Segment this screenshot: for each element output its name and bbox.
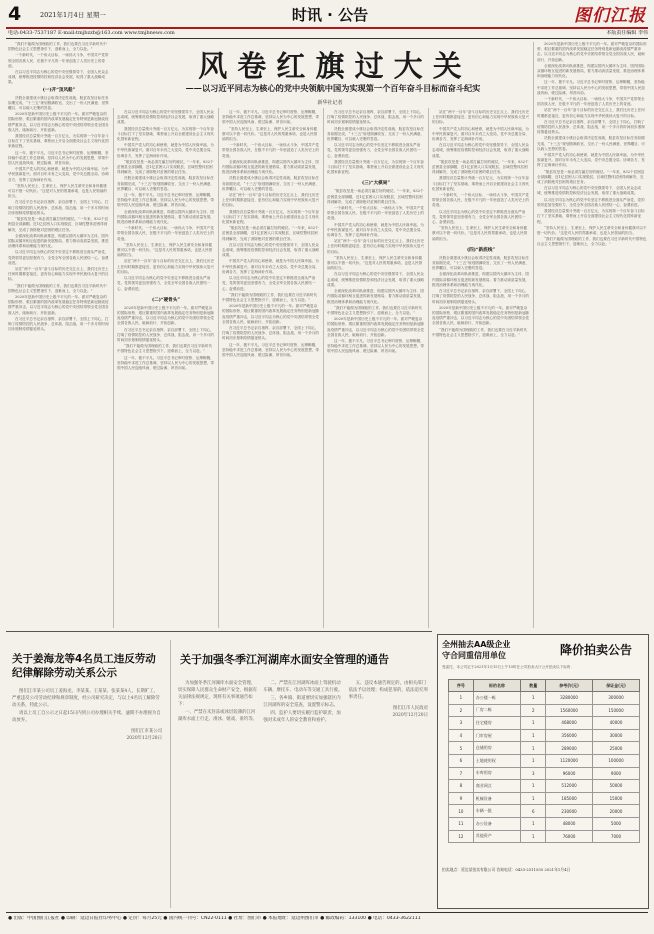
article-paragraph: “我们不能做为国理政的工作，我们也要在习近平新时代中国特色社会主义思想指引下，迎难而上，全力以赴。” [117, 344, 213, 354]
article-column-1 [8, 42, 110, 629]
contact-line: 电话:0433-7537187 E-mail:tmjbzzb@163.com www.tmjbnews.com [8, 30, 175, 36]
auction-table-cell: 150000 [593, 704, 640, 717]
article-paragraph: 一个新时代、一个伟大目标、一场伟大斗争，中国共产党带领全国各族人民，在极不平凡的一年里创造了人类历史上的奇迹。 [327, 206, 425, 221]
section-heading: (二)“硬骨头” [151, 297, 180, 303]
auction-table-cell: 15000 [593, 792, 640, 805]
auction-table-header: 保证金(元) [593, 680, 640, 692]
auction-table-row [449, 754, 640, 767]
auction-table-row [449, 692, 640, 705]
auction-table-cell: 25000 [593, 742, 640, 755]
article-paragraph: 我国经济总量预计突破一百万亿元，为实现第一个百年奋斗目标打下了坚实基础，乘势而上开启全面建设社会主义现代化国家新征程。 [537, 209, 645, 224]
auction-table-cell: 住宅楼房 [473, 717, 521, 730]
article-paragraph: 2020年是新中国历史上极不平凡的一年。面对严峻复杂的国际形势、艰巨繁重的国内改革发展稳定任务特别是新冠肺炎疫情严重冲击，以习近平同志为核心的党中央团结带领全党全国各族人民，砥砺前行、开拓创新。 [222, 304, 320, 324]
auction-table-header: 标的名称 [473, 680, 521, 692]
byline: 新华社记者 [317, 100, 343, 106]
article-paragraph: 以习近平同志为核心的党中央坚定不移推进全面从严治党，党的领导更加坚强有力，全党全军全国各族人民团结一心、奋勇前进。 [222, 276, 316, 291]
article-paragraph: 全面深化改革向纵深推进，构建以国内大循环为主体、国内国际双循环相互促进的新发展格局，着力推动高质量发展，推进治理体系和治理能力现代化。 [327, 289, 425, 304]
auction-table-cell: 门市房屋 [473, 729, 521, 742]
article-paragraph: 以习近平同志为核心的党中央坚定不移推进全面从严治党，党的领导更加坚强有力，全党全军全国各族人民团结一心、奋勇前进。 [8, 250, 109, 265]
article-paragraph: 2020年是新中国历史上极不平凡的一年。面对严峻复杂的国际形势、艰巨繁重的国内改革发展稳定任务特别是新冠肺炎疫情严重冲击，以习近平同志为核心的党中央团结带领全党全国各族人民，砥砺前行、开拓创新。 [432, 305, 530, 326]
auction-table-row [449, 792, 640, 805]
article-paragraph: 决胜全面建成小康社会取得决定性成就，脱贫攻坚目标任务如期完成，“十三五”规划圆满收官，交出了一份人民满意、世界瞩目、可以载入史册的答卷。 [8, 95, 109, 111]
article-column-6 [537, 42, 647, 628]
article-paragraph: 2020年是新中国历史上极不平凡的一年。面对严峻复杂的国际形势、艰巨繁重的国内改革发展稳定任务特别是新冠肺炎疫情严重冲击，以习近平同志为核心的党中央团结带领全党全国各族人民，砥砺前行、开拓创新。 [327, 317, 425, 337]
article-paragraph: 在以习近平同志为核心的党中央坚强领导下，全国人民众志成城，统筹推进疫情防控和经济社会发展，取得了重大战略成果。 [327, 272, 425, 287]
article-paragraph: 在以习近平同志为核心的党中央坚强领导下，全国人民众志成城，统筹推进疫情防控和经济社会发展，取得了重大战略成果。 [537, 186, 642, 196]
article-paragraph: 在习近平总书记亲自指挥、亲自部署下，全国上下同心，打响了疫情防控的人民战争、总体战、阻击战，用一个多月的时间初步遏制疫情蔓延势头。 [117, 327, 215, 342]
headline-subtitle: ——以习近平同志为核心的党中央领航中国为实现第一个百年奋斗目标而奋斗纪实 [185, 83, 481, 93]
article-paragraph: 2020年是新中国历史上极不平凡的一年。面对严峻复杂的国际形势、艰巨繁重的国内改革发展稳定任务特别是新冠肺炎疫情严重冲击，以习近平同志为核心的党中央团结带领全党全国各族人民，砥砺前行、开拓创新。 [537, 42, 647, 62]
auction-table-cell: 1 [521, 792, 546, 805]
headline-title: 风 卷 红 旗 过 大 关 [198, 49, 462, 83]
article-paragraph: “我们不能做为国理政的工作，我们也要在习近平新时代中国特色社会主义思想指引下，迎难而上，全力以赴。” [8, 42, 107, 52]
article-paragraph: 在以习近平同志为核心的党中央坚强领导下，全国人民众志成城，统筹推进疫情防控和经济社会发展，取得了重大战略成果。 [222, 242, 320, 258]
article-bottom-rule [6, 631, 432, 632]
auction-table-cell: 2 [521, 704, 546, 717]
column-divider [113, 108, 114, 628]
notice-2-date: 2020年12月20日 [392, 713, 428, 718]
auction-table-cell: 9000 [593, 767, 640, 780]
auction-table-cell: 厂房二栋 [473, 704, 521, 717]
auction-table-cell: 1 [521, 780, 546, 793]
auction-table-cell: 商业网点 [473, 780, 521, 793]
auction-table-cell: 5 [449, 742, 474, 755]
article-paragraph: “我们不能做为国理政的工作，我们也要在习近平新时代中国特色社会主义思想指引下，迎难而上，全力以赴。” [432, 327, 528, 337]
auction-table-cell: 1 [521, 717, 546, 730]
auction-table-cell: 4 [449, 729, 474, 742]
article-paragraph: “脱贫攻坚是一场必须打赢打好的硬仗。”一年来，832个贫困县全部摘帽，近1亿贫困人口实现脱贫，区域性整体贫困得到解决，完成了消除绝对贫困的艰巨任务。 [8, 217, 109, 232]
header-rule [6, 38, 648, 39]
auction-table-cell: 20000 [593, 805, 640, 818]
article-paragraph: 我国经济总量预计突破一百万亿元，为实现第一个百年奋斗目标打下了坚实基础，乘势而上开启全面建设社会主义现代化国家新征程。 [117, 126, 215, 142]
article-column-4 [327, 110, 425, 628]
auction-table-cell: 车辆一批 [473, 805, 521, 818]
editor-line: 本版责任编辑 李伟 [606, 30, 648, 36]
auction-table-row [449, 817, 640, 830]
auction-table-cell: 2 [449, 704, 474, 717]
auction-table-cell: 11 [449, 817, 474, 830]
footer-rule [6, 912, 648, 913]
notice-2-paragraph: 三、各乡镇、街道要切实加强辖区内江河湖库的安全巡查，设置警示标志。 [263, 696, 341, 708]
auction-table-row [449, 729, 640, 742]
auction-table-cell: 1 [521, 830, 546, 843]
article-paragraph: 在习近平总书记亲自指挥、亲自部署下，全国上下同心，打响了疫情防控的人民战争、总体战、阻击战，用一个多月的时间初步遏制疫情蔓延势头。 [432, 289, 530, 304]
article-paragraph: 以习近平同志为核心的党中央坚定不移推进全面从严治党，党的领导更加坚强有力，全党全军全国各族人民团结一心、奋勇前进。 [117, 276, 211, 291]
article-paragraph: 2020年是新中国历史上极不平凡的一年。面对严峻复杂的国际形势、艰巨繁重的国内改革发展稳定任务特别是新冠肺炎疫情严重冲击，以习近平同志为核心的党中央团结带领全党全国各族人民，砥砺前行、开拓创新。 [117, 305, 215, 326]
article-paragraph: 一个新时代、一个伟大目标、一场伟大斗争，中国共产党带领全国各族人民，在极不平凡的一年里创造了人类历史上的奇迹。 [117, 226, 215, 241]
notice-1-title: 关于姜海龙等4名员工违反劳动纪律解除劳动关系公示 [12, 653, 156, 679]
auction-table-cell: 300000 [593, 692, 640, 705]
notice-2-paragraph: 五、违反本通告规定的，由相关部门依法予以处理；构成犯罪的，依法追究刑事责任。 [348, 681, 428, 700]
article-paragraph: “脱贫攻坚是一场必须打赢打好的硬仗。”一年来，832个贫困县全部摘帽，近1亿贫困人口实现脱贫，区域性整体贫困得到解决，完成了消除绝对贫困的艰巨任务。 [537, 169, 645, 185]
auction-table-cell: 76000 [546, 830, 593, 843]
article-paragraph: 中国共产党人的初心和使命，就是为中国人民谋幸福，为中华民族谋复兴。面对百年未有之大变局，党中央总揽全局、协调各方，发挥了定海神针作用。 [117, 143, 215, 158]
article-paragraph: “坚持人民至上、生命至上，保护人民生命安全和身体健康可以不惜一切代价。”这是对人民的郑重承诺，也是人民领袖的担当。 [117, 242, 213, 258]
article-paragraph: 站在“两个一百年”奋斗目标的历史交汇点上，我们比历史上任何时期都更接近、更有信心和能力实现中华民族伟大复兴的目标。 [327, 239, 425, 254]
article-paragraph: “坚持人民至上、生命至上，保护人民生命安全和身体健康可以不惜一切代价。”这是对人民的郑重承诺，也是人民领袖的担当。 [432, 226, 528, 241]
article-paragraph: 以习近平同志为核心的党中央坚定不移推进全面从严治党，党的领导更加坚强有力，全党全军全国各族人民团结一心、奋勇前进。 [327, 143, 421, 158]
article-paragraph: 2020年是新中国历史上极不平凡的一年。面对严峻复杂的国际形势、艰巨繁重的国内改革发展稳定任务特别是新冠肺炎疫情严重冲击，以习近平同志为核心的党中央团结带领全党全国各族人民，砥砺前行、开拓创新。 [8, 112, 109, 132]
article-paragraph: 中国共产党人的初心和使命，就是为中国人民谋幸福，为中华民族谋复兴。面对百年未有之大变局，党中央总揽全局、协调各方，发挥了定海神针作用。 [537, 153, 645, 168]
auction-table-cell: 100000 [593, 754, 640, 767]
auction-title-line: 守合同重信用单位 [442, 651, 506, 660]
auction-table-cell: 土地使用权 [473, 754, 521, 767]
auction-table-cell: 6 [521, 805, 546, 818]
auction-title-left [442, 639, 560, 661]
article-paragraph: 中国共产党人的初心和使命，就是为中国人民谋幸福，为中华民族谋复兴。面对百年未有之大变局，党中央总揽全局、协调各方，发挥了定海神针作用。 [8, 167, 109, 182]
section-title: 时讯 · 公告 [291, 6, 369, 24]
footer-line: ● 出版：中国图们江报社 ● 印刷：延边日报社印务中心 ● 定价：每月25元 ● 国内统一刊号：CN22-0111 ● 社址：图们市 ● 本报地址：延边州图们市 ● 邮政编码：133100 ● 电话：0433-3622111 [8, 916, 421, 921]
article-paragraph: “脱贫攻坚是一场必须打赢打好的硬仗。”一年来，832个贫困县全部摘帽，近1亿贫困人口实现脱贫，区域性整体贫困得到解决，完成了消除绝对贫困的艰巨任务。 [222, 226, 319, 241]
column-divider [533, 42, 534, 628]
auction-title-main: 降价拍卖公告 [560, 643, 633, 657]
auction-title-line: 全州抽去AA级企业 [442, 640, 511, 649]
auction-table-row [449, 704, 640, 717]
column-divider [218, 108, 219, 628]
article-paragraph: “我们不能做为国理政的工作，我们也要在习近平新时代中国特色社会主义思想指引下，迎难而上，全力以赴。” [327, 305, 423, 315]
date-line: 2021年1月4日 星期一 [40, 11, 106, 19]
auction-table-cell: 办公设备 [473, 817, 521, 830]
section-heading: (四)“新底线” [466, 247, 495, 253]
auction-table-cell: 1560000 [546, 704, 593, 717]
auction-table-cell: 356000 [546, 729, 593, 742]
notice-2-paragraph: 一、严禁在未封冻或冰层较薄的江河湖库水面上行走、滑冰、嬉戏、垂钓等。 [178, 710, 258, 722]
auction-table-cell: 1 [521, 729, 546, 742]
auction-table-cell: 1 [521, 692, 546, 705]
article-paragraph: “我们不能做为国理政的工作，我们也要在习近平新时代中国特色社会主义思想指引下，迎难而上，全力以赴。” [222, 292, 318, 302]
article-column-3 [222, 110, 320, 628]
article-paragraph: 决胜全面建成小康社会取得决定性成就，脱贫攻坚目标任务如期完成，“十三五”规划圆满收官，交出了一份人民满意、世界瞩目、可以载入史册的答卷。 [222, 176, 320, 191]
article-paragraph: “脱贫攻坚是一场必须打赢打好的硬仗。”一年来，832个贫困县全部摘帽，近1亿贫困人口实现脱贫，区域性整体贫困得到解决，完成了消除绝对贫困的艰巨任务。 [432, 159, 529, 175]
auction-table-cell: 40000 [593, 717, 640, 730]
auction-table-cell: 289000 [546, 742, 593, 755]
auction-table-cell: 9 [449, 792, 474, 805]
auction-table-row [449, 805, 640, 818]
article-paragraph: 站在“两个一百年”奋斗目标的历史交汇点上，我们比历史上任何时期都更接近、更有信心和能力实现中华民族伟大复兴的目标。 [117, 259, 215, 274]
auction-intro: 受委托，本公司定于2021年1月15日上午10时在公司拍卖大厅公开拍卖以下标的： [442, 665, 574, 669]
page-number: 4 [8, 3, 22, 25]
auction-table-cell: 3 [521, 767, 546, 780]
notice-1 [8, 634, 166, 909]
article-paragraph: 在习近平总书记亲自指挥、亲自部署下，全国上下同心，打响了疫情防控的人民战争、总体战、阻击战，用一个多月的时间初步遏制疫情蔓延势头。 [8, 200, 109, 215]
article-paragraph: 在习近平总书记亲自指挥、亲自部署下，全国上下同心，打响了疫情防控的人民战争、总体战、阻击战，用一个多月的时间初步遏制疫情蔓延势头。 [8, 316, 109, 332]
auction-notice [437, 634, 649, 909]
auction-table-cell: 1120000 [546, 754, 593, 767]
article-paragraph: 在习近平总书记亲自指挥、亲自部署下，全国上下同心，打响了疫情防控的人民战争、总体战、阻击战，用一个多月的时间初步遏制疫情蔓延势头。 [222, 325, 320, 341]
auction-table-cell: 1 [521, 817, 546, 830]
auction-table-row [449, 742, 640, 755]
auction-table-row [449, 780, 640, 793]
notice-2-title: 关于加强冬季江河湖库水面安全管理的通告 [180, 653, 389, 666]
article-paragraph: 这一年，极不平凡。习近平总书记审时度势、运筹帷幄，坚持稳中求进工作总基调，坚持以人民为中心的发展思想，带领中国人民迎战风雨、驶过险滩、昂首向前。 [117, 355, 215, 370]
article-paragraph: 站在“两个一百年”奋斗目标的历史交汇点上，我们比历史上任何时期都更接近、更有信心和能力实现中华民族伟大复兴的目标。 [432, 110, 530, 125]
article-paragraph: 我国经济总量预计突破一百万亿元，为实现第一个百年奋斗目标打下了坚实基础，乘势而上开启全面建设社会主义现代化国家新征程。 [8, 134, 109, 149]
auction-table-row [449, 717, 640, 730]
auction-table-cell: 512000 [546, 780, 593, 793]
auction-table-cell: 230000 [546, 805, 593, 818]
auction-table-cell: 3 [449, 717, 474, 730]
auction-table-cell: 办公楼一栋 [473, 692, 521, 705]
auction-table-cell: 96000 [546, 767, 593, 780]
auction-table-cell: 12 [449, 830, 474, 843]
article-paragraph: 在习近平总书记亲自指挥、亲自部署下，全国上下同心，打响了疫情防控的人民战争、总体战、阻击战，用一个多月的时间初步遏制疫情蔓延势头。 [537, 119, 645, 135]
notice-1-paragraph: 图们江市某公司员工姜海龙、李某某、王某某、张某某4人，长期旷工，严重违反公司劳动纪律和规章制度，经公司研究决定，与以上4名员工解除劳动关系，特此公示。 [12, 689, 160, 708]
article-paragraph: 决胜全面建成小康社会取得决定性成就，脱贫攻坚目标任务如期完成，“十三五”规划圆满收官，交出了一份人民满意、世界瞩目、可以载入史册的答卷。 [117, 176, 215, 191]
article-paragraph: 站在“两个一百年”奋斗目标的历史交汇点上，我们比历史上任何时期都更接近、更有信心和能力实现中华民族伟大复兴的目标。 [537, 108, 645, 118]
auction-footer: 拍卖地点：延边某拍卖有限公司 咨询电话：0433-2511555 2021年1月4日 [442, 867, 571, 872]
notice-2 [174, 634, 432, 909]
article-paragraph: 中国共产党人的初心和使命，就是为中国人民谋幸福，为中华民族谋复兴。面对百年未有之大变局，党中央总揽全局、协调各方，发挥了定海神针作用。 [327, 222, 425, 238]
auction-table-cell: 8 [449, 780, 474, 793]
article-paragraph: 决胜全面建成小康社会取得决定性成就，脱贫攻坚目标任务如期完成，“十三五”规划圆满收官，交出了一份人民满意、世界瞩目、可以载入史册的答卷。 [327, 126, 425, 142]
auction-table-cell: 1 [521, 742, 546, 755]
article-paragraph: 决胜全面建成小康社会取得决定性成就，脱贫攻坚目标任务如期完成，“十三五”规划圆满收官，交出了一份人民满意、世界瞩目、可以载入史册的答卷。 [537, 136, 645, 151]
masthead-logo: 图们江报 [574, 6, 646, 26]
auction-table-cell: 6 [449, 754, 474, 767]
article-paragraph: “坚持人民至上、生命至上，保护人民生命安全和身体健康可以不惜一切代价。”这是对人民的郑重承诺，也是人民领袖的担当。 [8, 183, 107, 199]
article-paragraph: 一个新时代、一个伟大目标、一场伟大斗争，中国共产党带领全国各族人民，在极不平凡的一年里创造了人类历史上的奇迹。 [8, 53, 109, 68]
notice-2-paragraph: 四、监护人要切实履行监护职责，加强对未成年人的安全教育和看护。 [263, 711, 341, 723]
article-paragraph: 全面深化改革向纵深推进，构建以国内大循环为主体、国内国际双循环相互促进的新发展格局，着力推动高质量发展，推进治理体系和治理能力现代化。 [432, 272, 530, 287]
article-paragraph: 中国共产党人的初心和使命，就是为中国人民谋幸福，为中华民族谋复兴。面对百年未有之大变局，党中央总揽全局、协调各方，发挥了定海神针作用。 [432, 126, 530, 142]
auction-table-cell: 50000 [593, 780, 640, 793]
article-paragraph: 全面深化改革向纵深推进，构建以国内大循环为主体、国内国际双循环相互促进的新发展格局，着力推动高质量发展，推进治理体系和治理能力现代化。 [537, 63, 645, 79]
article-paragraph: “坚持人民至上、生命至上，保护人民生命安全和身体健康可以不惜一切代价。”这是对人民的郑重承诺，也是人民领袖的担当。 [222, 126, 318, 142]
auction-table-cell: 1 [449, 692, 474, 705]
section-heading: (三)“大棋局” [361, 181, 390, 187]
article-paragraph: 在以习近平同志为核心的党中央坚强领导下，全国人民众志成城，统筹推进疫情防控和经济社会发展，取得了重大战略成果。 [432, 143, 530, 158]
auction-table [448, 679, 640, 843]
auction-table-cell: 机械设备 [473, 792, 521, 805]
article-paragraph: 这一年，极不平凡。习近平总书记审时度势、运筹帷幄，坚持稳中求进工作总基调，坚持以人民为中心的发展思想，带领中国人民迎战风雨、驶过险滩、昂首向前。 [117, 193, 215, 208]
masthead-rule [6, 27, 648, 29]
auction-table-cell: 468000 [546, 717, 593, 730]
auction-table-cell: 5000 [593, 817, 640, 830]
article-paragraph: 在习近平总书记亲自指挥、亲自部署下，全国上下同心，打响了疫情防控的人民战争、总体战、阻击战，用一个多月的时间初步遏制疫情蔓延势头。 [327, 110, 425, 125]
auction-table-cell: 其他资产 [473, 830, 521, 843]
auction-table-cell: 7000 [593, 830, 640, 843]
auction-table-cell: 30000 [593, 729, 640, 742]
auction-table-row [449, 767, 640, 780]
notice-1-date: 2020年12月28日 [126, 736, 162, 741]
article-paragraph: “坚持人民至上、生命至上，保护人民生命安全和身体健康可以不惜一切代价。”这是对人民的郑重承诺，也是人民领袖的担当。 [537, 225, 647, 235]
article-column-5 [432, 110, 530, 628]
article-paragraph: 一个新时代、一个伟大目标、一场伟大斗争，中国共产党带领全国各族人民，在极不平凡的一年里创造了人类历史上的奇迹。 [222, 143, 320, 158]
auction-table-cell: 仓储用房 [473, 742, 521, 755]
article-paragraph: 全面深化改革向纵深推进，构建以国内大循环为主体、国内国际双循环相互促进的新发展格局，着力推动高质量发展，推进治理体系和治理能力现代化。 [8, 233, 109, 249]
article-paragraph: “坚持人民至上、生命至上，保护人民生命安全和身体健康可以不惜一切代价。”这是对人民的郑重承诺，也是人民领袖的担当。 [327, 255, 423, 271]
auction-table-cell: 7 [449, 767, 474, 780]
article-paragraph: 全面深化改革向纵深推进，构建以国内大循环为主体、国内国际双循环相互促进的新发展格局，着力推动高质量发展，推进治理体系和治理能力现代化。 [117, 209, 215, 225]
article-paragraph: 这一年，极不平凡。习近平总书记审时度势、运筹帷幄，坚持稳中求进工作总基调，坚持以人民为中心的发展思想，带领中国人民迎战风雨、驶过险滩、昂首向前。 [222, 342, 320, 357]
auction-table-header: 数量 [521, 680, 546, 692]
article-paragraph: 在以习近平同志为核心的党中央坚强领导下，全国人民众志成城，统筹推进疫情防控和经济社会发展，取得了重大战略成果。 [8, 70, 109, 85]
notice-2-signer: 图们江市人民政府 [392, 706, 428, 711]
article-paragraph: 这一年，极不平凡。习近平总书记审时度势、运筹帷幄，坚持稳中求进工作总基调，坚持以人民为中心的发展思想，带领中国人民迎战风雨、驶过险滩、昂首向前。 [222, 110, 320, 125]
column-divider [428, 108, 429, 628]
column-divider [323, 108, 324, 628]
article-paragraph: 我国经济总量预计突破一百万亿元，为实现第一个百年奋斗目标打下了坚实基础，乘势而上开启全面建设社会主义现代化国家新征程。 [327, 159, 425, 175]
article-paragraph: 全面深化改革向纵深推进，构建以国内大循环为主体、国内国际双循环相互促进的新发展格局，着力推动高质量发展，推进治理体系和治理能力现代化。 [222, 159, 320, 175]
article-column-2 [117, 110, 215, 628]
article-paragraph: 决胜全面建成小康社会取得决定性成就，脱贫攻坚目标任务如期完成，“十三五”规划圆满收官，交出了一份人民满意、世界瞩目、可以载入史册的答卷。 [432, 255, 530, 271]
article-paragraph: 站在“两个一百年”奋斗目标的历史交汇点上，我们比历史上任何时期都更接近、更有信心和能力实现中华民族伟大复兴的目标。 [222, 193, 320, 208]
article-paragraph: 以习近平同志为核心的党中央坚定不移推进全面从严治党，党的领导更加坚强有力，全党全军全国各族人民团结一心、奋勇前进。 [537, 197, 645, 207]
notice-1-signer: 图们江市某公司 [131, 729, 162, 734]
article-paragraph: “我们不能做为国理政的工作，我们也要在习近平新时代中国特色社会主义思想指引下，迎难而上，全力以赴。” [8, 283, 107, 293]
notice-1-paragraph: 请以上员工自公示之日起15日内到公司办理相关手续，逾期不办理视为自动放弃。 [12, 711, 161, 723]
section-heading: (一)开“顶风船” [42, 87, 76, 93]
article-paragraph: 以习近平同志为核心的党中央坚定不移推进全面从严治党，党的领导更加坚强有力，全党全军全国各族人民团结一心、奋勇前进。 [432, 209, 526, 225]
article-paragraph: 一个新时代、一个伟大目标、一场伟大斗争，中国共产党带领全国各族人民，在极不平凡的一年里创造了人类历史上的奇迹。 [537, 97, 645, 107]
article-paragraph: 一个新时代、一个伟大目标、一场伟大斗争，中国共产党带领全国各族人民，在极不平凡的一年里创造了人类历史上的奇迹。 [432, 193, 530, 208]
auction-table-cell: 48000 [546, 817, 593, 830]
article-paragraph: “我们不能做为国理政的工作，我们也要在习近平新时代中国特色社会主义思想指引下，迎难而上，全力以赴。” [537, 237, 647, 247]
auction-table-header: 参考价(元) [546, 680, 593, 692]
article-paragraph: 这一年，极不平凡。习近平总书记审时度势、运筹帷幄，坚持稳中求进工作总基调，坚持以人民为中心的发展思想，带领中国人民迎战风雨、驶过险滩、昂首向前。 [327, 338, 425, 354]
auction-table-cell: 10 [449, 805, 474, 818]
notice-2-paragraph: 二、严禁在江河湖库冰面上驾驶机动车辆、摩托车、电动车等交通工具行驶。 [263, 681, 343, 693]
article-paragraph: 中国共产党人的初心和使命，就是为中国人民谋幸福，为中华民族谋复兴。面对百年未有之大变局，党中央总揽全局、协调各方，发挥了定海神针作用。 [222, 259, 320, 274]
auction-table-cell: 3280000 [546, 692, 593, 705]
auction-table-cell: 车库用房 [473, 767, 521, 780]
auction-table-cell: 185000 [546, 792, 593, 805]
auction-table-row [449, 830, 640, 843]
article-paragraph: “脱贫攻坚是一场必须打赢打好的硬仗。”一年来，832个贫困县全部摘帽，近1亿贫困人口实现脱贫，区域性整体贫困得到解决，完成了消除绝对贫困的艰巨任务。 [117, 159, 214, 175]
notice-divider [170, 640, 171, 908]
article-paragraph: 这一年，极不平凡。习近平总书记审时度势、运筹帷幄，坚持稳中求进工作总基调，坚持以人民为中心的发展思想，带领中国人民迎战风雨、驶过险滩、昂首向前。 [8, 150, 109, 166]
auction-table-cell: 1 [521, 754, 546, 767]
notice-2-paragraph: 为加强冬季江河湖库水面安全管理，切实保障人民群众生命财产安全，根据有关法律法规规定，现将有关事项通告如下： [178, 681, 258, 707]
article-paragraph: 我国经济总量预计突破一百万亿元，为实现第一个百年奋斗目标打下了坚实基础，乘势而上开启全面建设社会主义现代化国家新征程。 [222, 209, 320, 225]
article-paragraph: 在以习近平同志为核心的党中央坚强领导下，全国人民众志成城，统筹推进疫情防控和经济社会发展，取得了重大战略成果。 [117, 110, 215, 125]
article-paragraph: 我国经济总量预计突破一百万亿元，为实现第一个百年奋斗目标打下了坚实基础，乘势而上开启全面建设社会主义现代化国家新征程。 [432, 176, 530, 191]
auction-table-header: 序号 [449, 680, 474, 692]
article-paragraph: “脱贫攻坚是一场必须打赢打好的硬仗。”一年来，832个贫困县全部摘帽，近1亿贫困人口实现脱贫，区域性整体贫困得到解决，完成了消除绝对贫困的艰巨任务。 [327, 189, 424, 204]
article-paragraph: 这一年，极不平凡。习近平总书记审时度势、运筹帷幄，坚持稳中求进工作总基调，坚持以人民为中心的发展思想，带领中国人民迎战风雨、驶过险滩、昂首向前。 [537, 80, 645, 95]
article-paragraph: 2020年是新中国历史上极不平凡的一年。面对严峻复杂的国际形势、艰巨繁重的国内改革发展稳定任务特别是新冠肺炎疫情严重冲击，以习近平同志为核心的党中央团结带领全党全国各族人民，砥砺前行、开拓创新。 [8, 294, 109, 315]
article-paragraph: 站在“两个一百年”奋斗目标的历史交汇点上，我们比历史上任何时期都更接近、更有信心和能力实现中华民族伟大复兴的目标。 [8, 266, 109, 282]
